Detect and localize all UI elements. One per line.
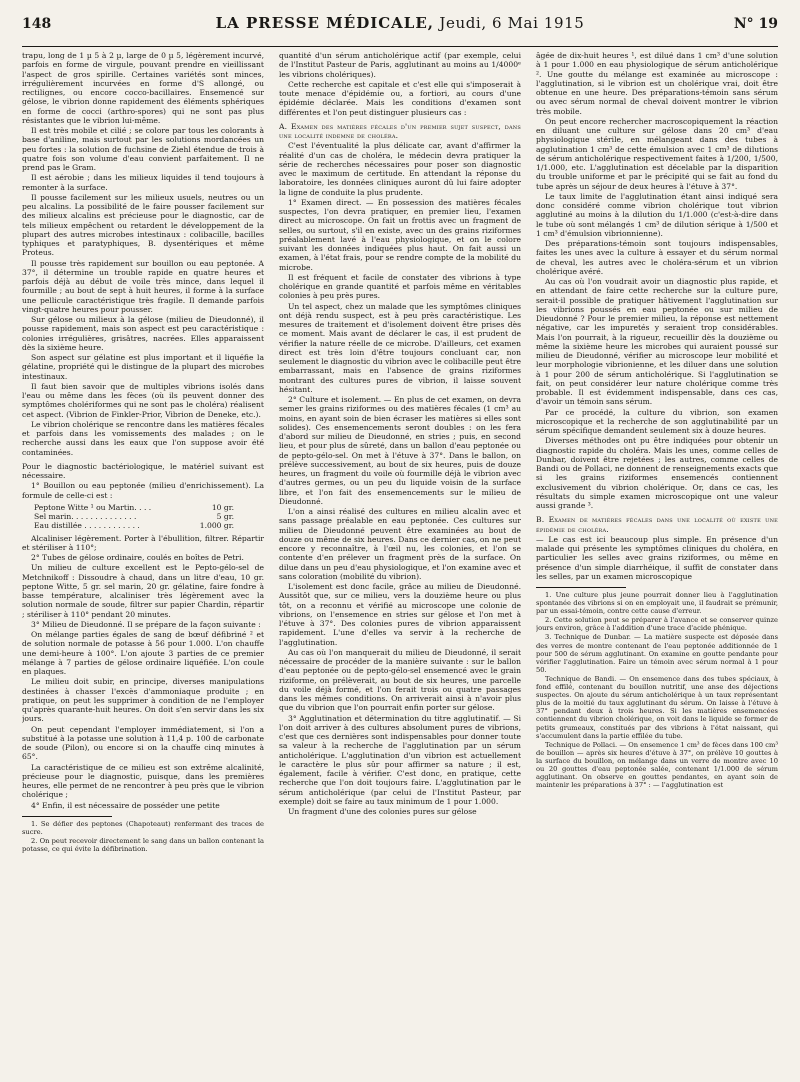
recipe-row: [34, 503, 234, 512]
paragraph: On peut encore rechercher macroscopiquement la réaction en diluant une culture sur gélose dans 20 cm³ d'eau physiologique stérile, en mélangeant dans des tubes à agglutination 1 cm³ de cette émulsion avec 1 cm³ de dilutions de sérum anticholérique respectivement faites à 1/200, 1/500, 1/1.000, etc. L'agglutination est décelable par la disparition du trouble uniforme et par le précipité qui se fait au fond du tube après un séjour de deux heures à l'étuve à 37°.: [536, 116, 778, 191]
recipe-quantity: 10 gr.: [211, 502, 234, 512]
paragraph: Il est aérobie ; dans les milieux liquides il tend toujours à remonter à la surface.: [22, 173, 264, 192]
recipe-ingredient: Eau distillée . . . . . . . . . . . .: [34, 521, 140, 531]
paragraph: trapu, long de 1 µ 5 à 2 µ, large de 0 µ 5, légèrement incurvé, parfois en forme de virgule, pouvant prendre en vieillissant l'aspect de gros spirille. Certaines variétés sont minces, irrégulièrement incurvées en forme d'S allongé, ou rectilignes, ou encore cocco-bacillaires. Ensemencé sur gélose, le vibrion donne rapidement des éléments sphériques en forme de cocci (arthro-spores) qui ne sont pas plus résistantes que le vibrion lui-même.: [22, 51, 264, 125]
recipe-quantity: 1.000 gr.: [199, 521, 234, 531]
recipe-row: [34, 512, 234, 521]
paragraph: — Le cas est ici beaucoup plus simple. En présence d'un malade qui présente les symptômes cliniques du choléra, en particulier les selles avec grains riziformes, ou même en présence d'un simple diarrhéique, il suffit de constater dans les selles, par un examen microscopique: [536, 534, 778, 581]
paragraph: Sur gélose ou milieux à la gélose (milieu de Dieudonné), il pousse rapidement, mais son aspect est peu caractéristique : colonies irrégulières, grisâtres, nacrées. Elles apparaissent dès la sixième heure.: [22, 315, 264, 352]
recipe-ingredient: Sel marin. . . . . . . . . . . . . .: [34, 512, 137, 521]
paragraph: L'isolement est donc facile, grâce au milieu de Dieudonné. Aussitôt que, sur ce milieu, vers la douzième heure ou plus tôt, on a reconnu et vérifié au microscope une colonie de vibrions, on l'ensemence en stries sur gélose et l'on met à l'étuve à 37°. Des colonies pures de vibrion apparaissent rapidement. L'une d'elles va servir à la recherche de l'agglutination.: [279, 582, 521, 647]
footnote-rule: [22, 816, 112, 817]
header-rule: [22, 46, 778, 47]
peptone-recipe: [34, 503, 234, 531]
footnote: 2. On peut recevoir directement le sang dans un ballon contenant la potasse, ce qui évite la défibrination.: [22, 836, 264, 854]
paragraph: Le milieu doit subir, en principe, diverses manipulations destinées à chasser l'excès d'ammoniaque produite ; en pratique, on peut les supprimer à condition de ne l'employer qu'après quarante-huit heures. On doit s'en servir dans les six jours.: [22, 677, 264, 724]
journal-name: LA PRESSE MÉDICALE,: [215, 14, 434, 32]
running-title: [92, 14, 708, 32]
paragraph: 2° Culture et isolement. — En plus de cet examen, on devra semer les grains riziformes ou des matières fécales (1 cm³ au moins, en ayant soin de bien écraser les matières si elles sont solides). Ces ensemencements seront doubles : on les fera d'abord sur milieu de Dieudonné, en stries ; puis, en second lieu, et pour plus de sûreté, dans un ballon d'eau peptonée ou de pepto-gélo-sel. On met à l'étuve à 37°. Dans le ballon, on prélève successivement, au bout de six heures, puis de douze heures, un fragment du voile où fourmille déjà le vibrion avec d'autres germes, ou un peu du liquide voisin de la surface libre, et l'on fait des ensemencements sur le milieu de Dieudonné.: [279, 395, 521, 506]
recipe-quantity: 5 gr.: [216, 512, 234, 521]
footnote: 1. Se défier des peptones (Chapoteaut) renfermant des traces de sucre.: [22, 819, 264, 836]
paragraph: Des préparations-témoin sont toujours indispensables, faites les unes avec la culture à essayer et du sérum normal de cheval, les autres avec le choléra-sérum et un vibrion cholérique avéré.: [536, 239, 778, 276]
section-heading: B. Examen de matières fécales dans une localité où existe une épidémie de choléra.: [536, 515, 778, 534]
page-number: 148: [22, 16, 52, 32]
paragraph: Au cas où l'on voudrait avoir un diagnostic plus rapide, et en attendant de faire cette recherche sur la culture pure, serait-il possible de pratiquer hâtivement l'agglutination sur les vibrions poussés en eau peptonée ou sur milieu de Dieudonné ? Pour le premier milieu, la réponse est nettement négative, car les impuretés y seraient trop considérables. Mais l'on pourrait, à la rigueur, recueillir dès la douzième ou même la sixième heure les microbes qui auraient poussé sur milieu de Dieudonné, vérifier au microscope leur mobilité et leur morphologie vibrionienne, et les diluer dans une solution à 1 pour 200 de sérum anticholérique. Si l'agglutination se fait, on peut considérer leur nature cholérique comme très probable. Il est évidemment indispensable, dans ces cas, d'avoir un témoin sans sérum.: [536, 277, 778, 407]
paragraph: Le vibrion cholérique se rencontre dans les matières fécales et parfois dans les vomissements des malades ; on le recherche aussi dans les eaux que l'on suppose avoir été contaminées.: [22, 419, 264, 457]
paragraph: Il est très mobile et cilié ; se colore par tous les colorants à base d'aniline, mais surtout par les solutions mordancées un peu fortes : la solution de fuchsine de Ziehl étendue de trois à quatre fois son volume d'eau convient parfaitement. Il ne prend pas le Gram.: [22, 126, 264, 172]
footnote-rule: [536, 587, 626, 588]
paragraph: quantité d'un sérum anticholérique actif (par exemple, celui de l'Institut Pasteur de Paris, agglutinant au moins au 1/4000ᵉ les vibrions cholériques).: [279, 51, 521, 79]
paragraph: Son aspect sur gélatine est plus important et il liquéfie la gélatine, propriété qui le distingue de la plupart des microbes intestinaux.: [22, 353, 264, 381]
footnote: 3. Technique de Dunbar. — La matière suspecte est déposée dans des verres de montre contenant de l'eau peptonée additionnée de 1 pour 500 de sérum agglutinant. On examine en goutte pendante pour vérifier l'agglutination. Faire un témoin avec sérum normal à 1 pour 50.: [536, 633, 778, 674]
publication-date: Jeudi, 6 Mai 1915: [439, 14, 585, 32]
paragraph: 3° Agglutination et détermination du titre agglutinatif. — Si l'on doit arriver à des cultures absolument pures de vibrions, c'est que ces dernières sont indispensables pour donner toute sa valeur à la recherche de l'agglutination par un sérum anticholérique. L'agglutination d'un vibrion est actuellement le caractère le plus sûr pour affirmer sa nature ; il est, également, facile à vérifier. C'est donc, en pratique, cette recherche que l'on doit toujours faire. L'agglutination par le sérum anticholérique (par celui de l'Institut Pasteur, par exemple) doit se faire au taux minimum de 1 pour 1.000.: [279, 713, 521, 806]
text-columns: [22, 51, 778, 1077]
footnotes: [22, 820, 264, 853]
footnotes: [536, 591, 778, 789]
paragraph: Le taux limite de l'agglutination étant ainsi indiqué sera donc considéré comme vibrion cholérique tout vibrion agglutiné au moins à la dilution du 1/1.000 (c'est-à-dire dans le tube où sont mélangés 1 cm³ de dilution sérique à 1/500 et 1 cm³ d'émulsion vibrionnienne).: [536, 191, 778, 238]
column-3: [536, 51, 778, 1077]
paragraph: Cette recherche est capitale et c'est elle qui s'imposerait à toute menace d'épidémie ou, a fortiori, au cours d'une épidémie déclarée. Mais les conditions d'examen sont différentes et l'on peut distinguer plusieurs cas :: [279, 79, 521, 117]
paragraph: Un milieu de culture excellent est le Pepto-gélo-sel de Metchnikoff : Dissoudre à chaud, dans un litre d'eau, 10 gr. peptone Witte, 5 gr. sel marin, 20 gr. gélatine, faire fondre à basse température, alcaliniser très légèrement avec la solution normale de soude, filtrer sur papier Chardin, répartir ; stériliser à 110° pendant 20 minutes.: [22, 563, 264, 619]
paragraph: Alcaliniser légèrement. Porter à l'ébullition, filtrer. Répartir et stériliser à 110°;: [22, 533, 264, 552]
page-header: [22, 14, 778, 44]
paragraph: Il est fréquent et facile de constater des vibrions à type cholérique en grande quantité et parfois même en véritables colonies à peu près pures.: [279, 272, 521, 301]
paragraph: Par ce procédé, la culture du vibrion, son examen microscopique et la recherche de son agglutinabilité par un sérum spécifique demandent seulement six à douze heures.: [536, 407, 778, 435]
paragraph: Il pousse facilement sur les milieux usuels, neutres ou un peu alcalins. La possibilité de le faire pousser facilement sur des milieux alcalins est précieuse pour le diagnostic, car de tels milieux empêchent ou retardent le développement de la plupart des autres microbes intestinaux : colibacille, bacilles typhiques et paratyphiques, B. dysentériques et même Proteus.: [22, 192, 264, 258]
paragraph: Diverses méthodes ont pu être indiquées pour obtenir un diagnostic rapide du choléra. Mais les unes, comme celles de Dunbar, doivent être rejetées ; les autres, comme celles de Bandi ou de Pollaci, ne donnent de renseignements exacts que si les grains riziformes ensemencés contiennent exclusivement du vibrion cholérique. Or, dans ce cas, les résultats du simple examen microscopique ont une valeur aussi grande ³.: [536, 436, 778, 510]
paragraph: âgée de dix-huit heures ¹, est dilué dans 1 cm³ d'une solution à 1 pour 1.000 en eau physiologique de sérum anticholérique ². Une goutte du mélange est examinée au microscope : l'agglutination, si le vibrion est un cholérique vrai, doit être obtenue en une heure. Des préparations-témoin sans sérum ou avec sérum normal de cheval doivent montrer le vibrion très mobile.: [536, 51, 778, 116]
paragraph: Au cas où l'on manquerait du milieu de Dieudonné, il serait nécessaire de procéder de la manière suivante : sur le ballon d'eau peptonée ou de pepto-gélo-sel ensemencé avec le grain riziforme, on prélèverait, au bout de six heures, une parcelle du voile déjà formé, et l'on ferait trois ou quatre passages dans les mêmes conditions. On arriverait ainsi à n'avoir plus que du vibrion que l'on pourrait enfin porter sur gélose.: [279, 647, 521, 713]
paragraph: 3° Milieu de Dieudonné. Il se prépare de la façon suivante :: [31, 619, 261, 629]
paragraph: 4° Enfin, il est nécessaire de posséder une petite: [31, 800, 220, 810]
footnote: 1. Une culture plus jeune pourrait donner lieu à l'agglutination spontanée des vibrions si on en employait une, il faudrait se prémunir, par un essai-témoin, contre cette cause d'erreur.: [536, 591, 778, 616]
paragraph: Un fragment d'une des colonies pures sur gélose: [288, 807, 477, 816]
paragraph: Pour le diagnostic bactériologique, le matériel suivant est nécessaire.: [22, 461, 264, 480]
paragraph: C'est l'éventualité la plus délicate car, avant d'affirmer la réalité d'un cas de choléra, le médecin devra pratiquer la série de recherches nécessaires pour poser son diagnostic avec le maximum de certitude. En attendant la réponse du laboratoire, les données cliniques auront dû lui faire adopter la ligne de conduite la plus prudente.: [279, 141, 521, 197]
column-1: [22, 51, 264, 1077]
footnote: Technique de Pollaci. — On ensemence 1 cm³ de fèces dans 100 cm³ de bouillon — après six heures d'étuve à 37°, on prélève 10 gouttes à la surface du bouillon, on mélange dans un verre de montre avec 10 ou 20 gouttes d'eau peptonée salée, contenant 1/1.000 de sérum agglutinant. On observe en gouttes pendantes, en ayant soin de maintenir les préparations à 37° : — l'agglutination est: [536, 740, 778, 790]
paragraph: La caractéristique de ce milieu est son extrême alcalinité, précieuse pour le diagnostic, puisque, dans les premières heures, elle permet de ne rencontrer à peu près que le vibrion cholérique ;: [22, 762, 264, 800]
paragraph: 1° Bouillon ou eau peptonée (milieu d'enrichissement). La formule de celle-ci est :: [22, 481, 264, 500]
recipe-row: [34, 521, 234, 530]
paragraph: Il pousse très rapidement sur bouillon ou eau peptonée. A 37°, il détermine un trouble rapide en quatre heures et parfois déjà au début de voile très mince, dans lequel il fourmille ; au bout de sept à huit heures, il forme à la surface une pellicule caractéristique très fragile. Il demande parfois vingt-quatre heures pour pousser.: [22, 258, 264, 314]
paragraph: On peut cependant l'employer immédiatement, si l'on a substitué à la potasse une solution à 11,4 p. 100 de carbonate de soude (Pilon), ou encore si on la chauffe cinq minutes à 65°.: [22, 724, 264, 762]
paragraph: 2° Tubes de gélose ordinaire, coulés en boîtes de Petri.: [31, 553, 244, 562]
paragraph: L'on a ainsi réalisé des cultures en milieu alcalin avec et sans passage préalable en eau peptonée. Ces cultures sur milieu de Dieudonné peuvent être examinées au bout de douze ou même de six heures. Dans ce dernier cas, on ne peut encore y reconnaître, à l'œil nu, les colonies, et l'on se contente d'en prélever un fragment près de la surface. On dilue dans un peu d'eau physiologique, et l'on examine avec et sans coloration (mobilité du vibrion).: [279, 507, 521, 581]
column-2: [279, 51, 521, 1077]
recipe-ingredient: Peptone Witte ¹ ou Martin. . . .: [34, 502, 152, 512]
issue-number: N° 19: [733, 16, 778, 32]
paragraph: Un tel aspect, chez un malade que les symptômes cliniques ont déjà rendu suspect, est à peu près caractéristique. Les mesures de traitement et d'isolement doivent être prises dès ce moment. Mais avant de déclarer le cas, il est prudent de vérifier la nature réelle de ce microbe. D'ailleurs, cet examen direct est très loin d'être toujours concluant car, non seulement le diagnostic du vibrion avec le colibacille peut être embarrassant, mais en l'absence de grains riziformes montrant des cultures pures de vibrion, il laisse souvent hésitant.: [279, 301, 521, 394]
footnote: Technique de Bandi. — On ensemence dans des tubes spéciaux, à fond effilé, contenant du bouillon nutritif, une anse des déjections suspectes. On ajoute du sérum anticholérique à un taux représentant plus de la moitié du taux agglutinant du sérum. On laisse à l'étuve à 37° pendant deux à trois heures. Si les matières ensemencées contiennent du vibrion cholérique, on voit dans le liquide se former de petits grumeaux, constitués par des vibrions à l'état naissant, qui s'accumulent dans la partie effilée du tube.: [536, 674, 778, 740]
paragraph: 1° Examen direct. — En possession des matières fécales suspectes, l'on devra pratiquer, en premier lieu, l'examen direct au microscope. On fait un frottis avec un fragment de selles, ou surtout, s'il en existe, avec un des grains riziformes préalablement lavé à l'eau physiologique, et on le colore suivant les données indiquées plus haut. On fait aussi un examen, à l'état frais, pour se rendre compte de la mobilité du microbe.: [279, 197, 521, 272]
paragraph: Il faut bien savoir que de multiples vibrions isolés dans l'eau ou même dans les fèces (où ils peuvent donner des symptômes cholériformes qui ne sont pas le choléra) réalisent cet aspect. (Vibrion de Finkler-Prior, Vibrion de Deneke, etc.).: [22, 381, 264, 419]
footnote: 2. Cette solution peut se préparer à l'avance et se conserver quinze jours environ, grâce à l'addition d'une trace d'acide phénique.: [536, 616, 778, 633]
paragraph: On mélange parties égales de sang de bœuf défibriné ² et de solution normale de potasse à 56 pour 1.000. L'on chauffe une demi-heure à 100°. L'on ajoute 3 parties de ce premier mélange à 7 parties de gélose ordinaire liquéfiée. L'on coule en plaques.: [22, 630, 264, 676]
section-heading: A. Examen des matières fécales d'un premier sujet suspect, dans une localité indemne de choléra.: [279, 121, 521, 140]
